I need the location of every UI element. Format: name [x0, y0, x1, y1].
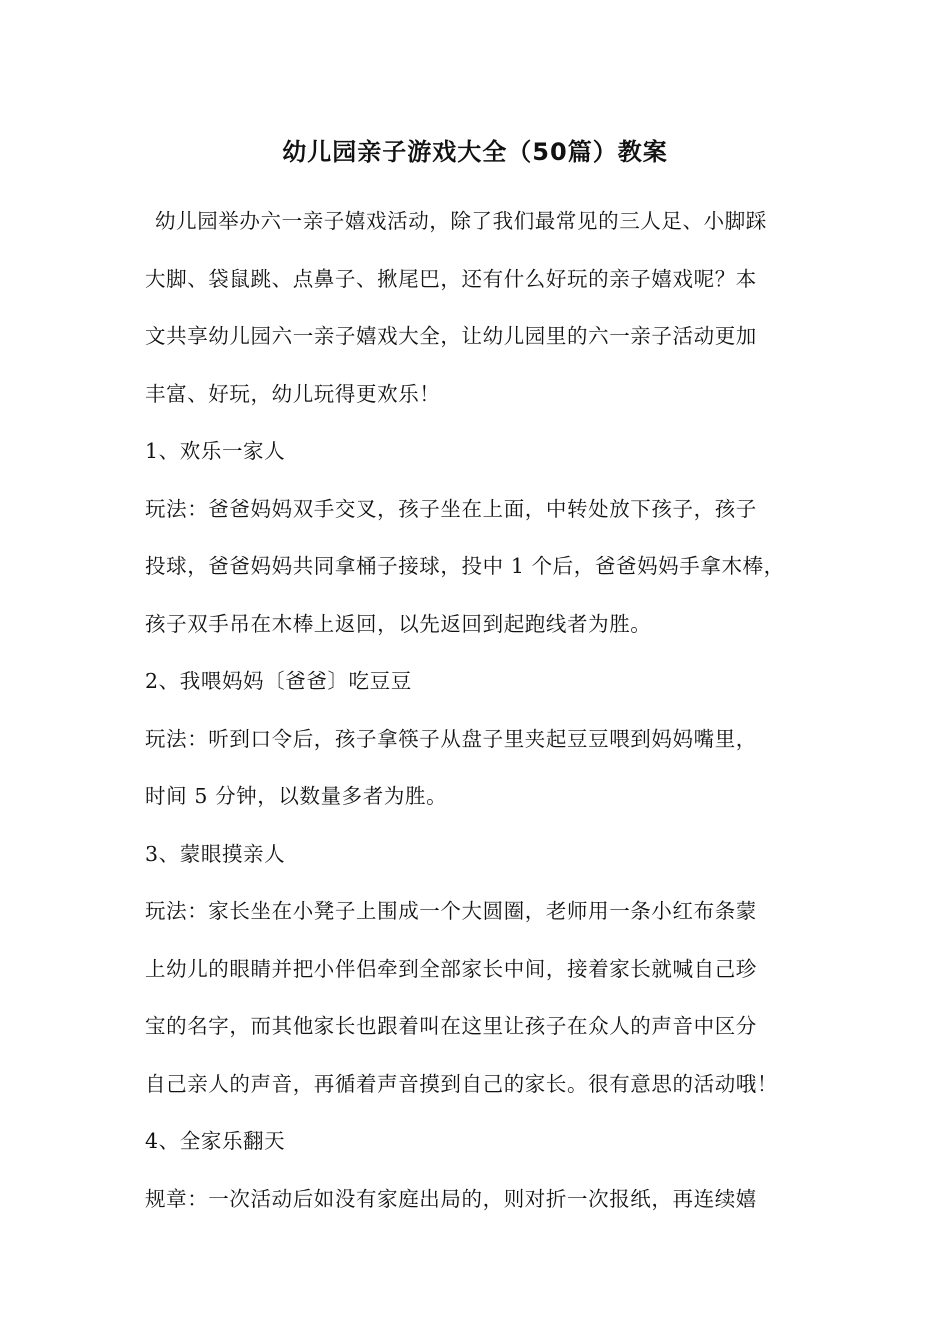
section-heading: 3、蒙眼摸亲人: [145, 841, 286, 866]
document-title: 幼儿园亲子游戏大全（50篇）教案: [282, 138, 668, 166]
paragraph-line: 玩法：听到口令后，孩子拿筷子从盘子里夹起豆豆喂到妈妈嘴里，: [145, 726, 757, 751]
paragraph-line: 宝的名字，而其他家长也跟着叫在这里让孩子在众人的声音中区分: [145, 1014, 757, 1038]
paragraph-line: 规章：一次活动后如没有家庭出局的，则对折一次报纸，再连续嬉: [145, 1186, 757, 1211]
paragraph-line: 时间 5 分钟，以数量多者为胜。: [145, 784, 448, 808]
paragraph-line: 玩法：家长坐在小凳子上围成一个大圆圈，老师用一条小红布条蒙: [145, 899, 757, 923]
paragraph-line: 大脚、袋鼠跳、点鼻子、揪尾巴，还有什么好玩的亲子嬉戏呢？本: [145, 266, 757, 291]
section-heading: 2、我喂妈妈〔爸爸〕吃豆豆: [145, 669, 412, 693]
section-heading: 1、欢乐一家人: [145, 439, 286, 463]
paragraph-line: 投球，爸爸妈妈共同拿桶子接球，投中 1 个后，爸爸妈妈手拿木棒，: [145, 554, 785, 578]
paragraph-line: 上幼儿的眼睛并把小伴侣牵到全部家长中间，接着家长就喊自己珍: [145, 956, 757, 981]
paragraph-line: 丰富、好玩，幼儿玩得更欢乐！: [145, 381, 441, 406]
paragraph-line: 幼儿园举办六一亲子嬉戏活动，除了我们最常见的三人足、小脚踩: [155, 209, 767, 233]
paragraph-line: 玩法：爸爸妈妈双手交叉，孩子坐在上面，中转处放下孩子，孩子: [145, 496, 757, 521]
section-heading: 4、全家乐翻天: [145, 1129, 286, 1153]
paragraph-line: 自己亲人的声音，再循着声音摸到自己的家长。很有意思的活动哦！: [145, 1071, 778, 1096]
document-body: [145, 198, 820, 1233]
paragraph-line: 文共享幼儿园六一亲子嬉戏大全，让幼儿园里的六一亲子活动更加: [145, 324, 757, 348]
paragraph-line: 孩子双手吊在木棒上返回，以先返回到起跑线者为胜。: [145, 611, 652, 636]
